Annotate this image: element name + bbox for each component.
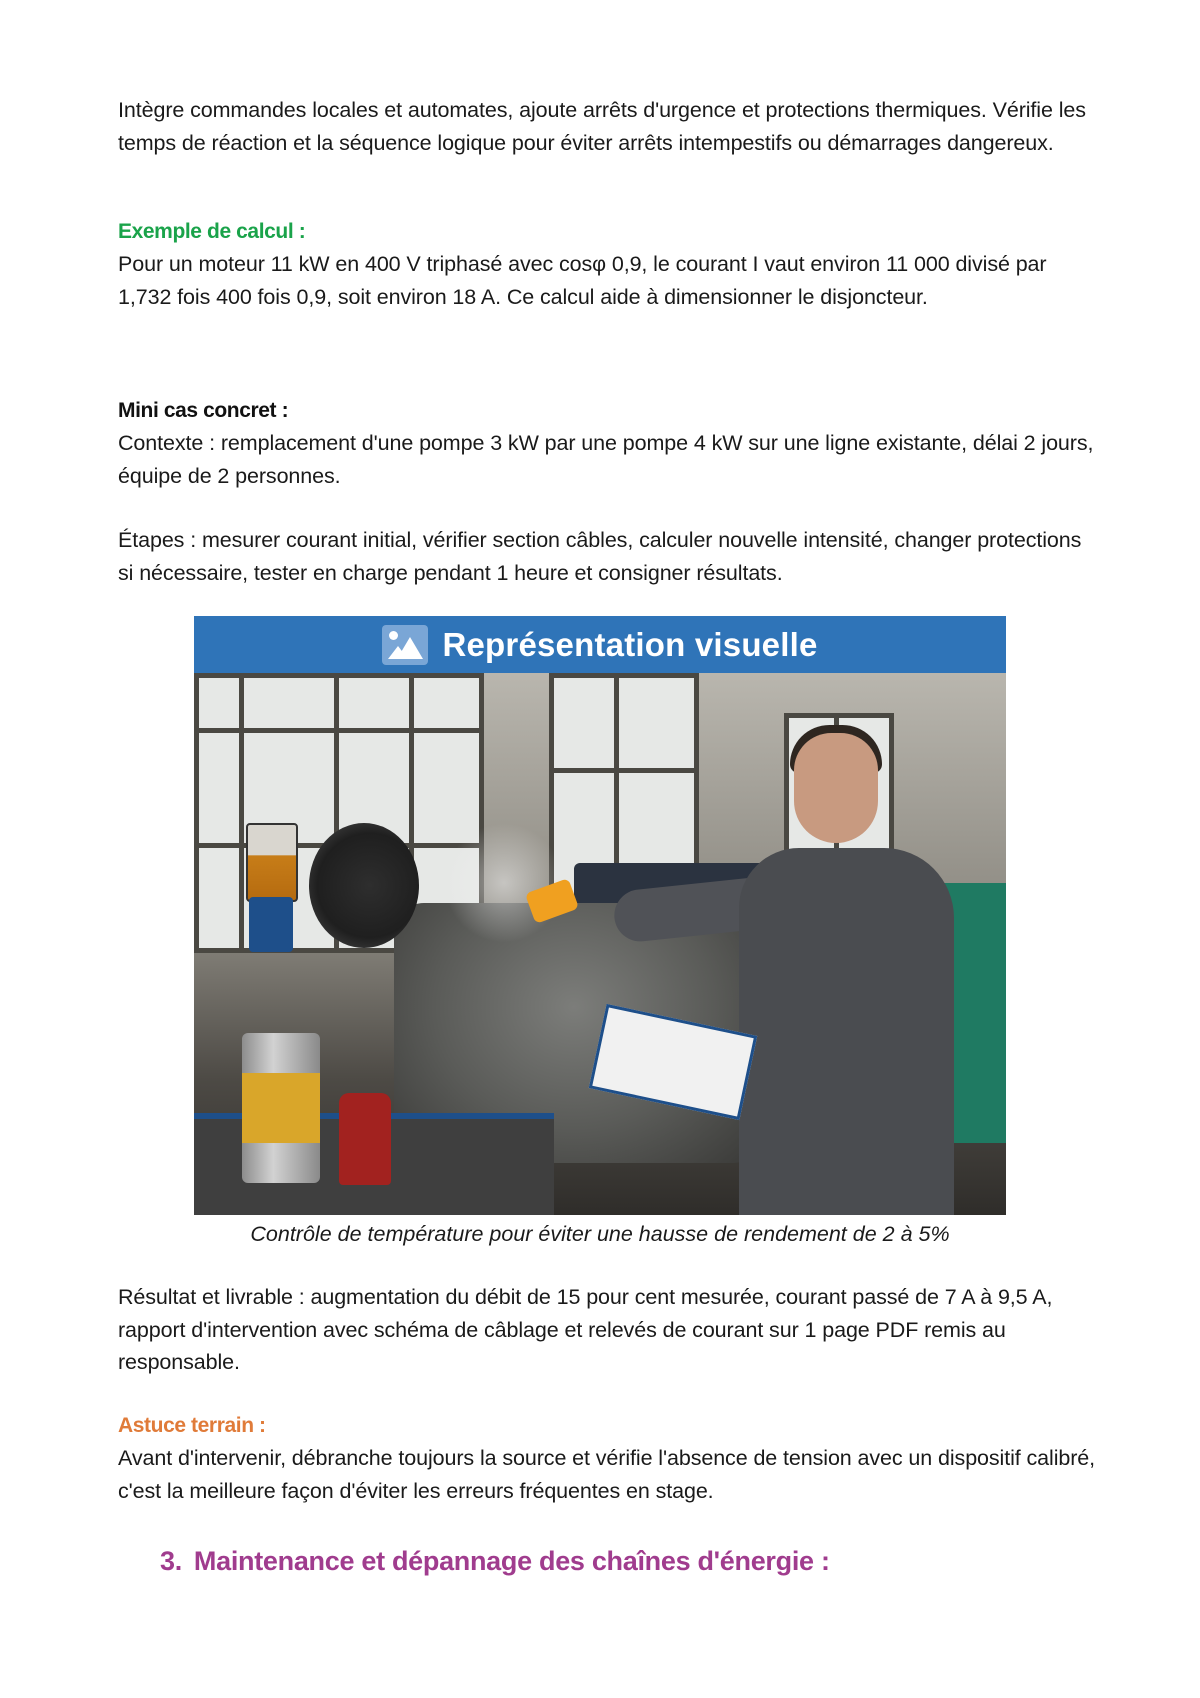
tip-heading: Astuce terrain : bbox=[118, 1414, 266, 1437]
mini-case-steps: Étapes : mesurer courant initial, vérifier section câbles, calculer nouvelle intensité, changer protections si nécessaire, tester en charge pendant 1 heure et consigner résultats. bbox=[118, 528, 1082, 585]
example-heading: Exemple de calcul : bbox=[118, 220, 306, 243]
example-section bbox=[118, 216, 1098, 313]
tip-section bbox=[118, 1410, 1098, 1507]
example-text: Pour un moteur 11 kW en 400 V triphasé avec cosφ 0,9, le courant I vaut environ 11 000 divisé par 1,732 fois 400 fois 0,9, soit environ 18 A. Ce calcul aide à dimensionner le disjoncteur. bbox=[118, 252, 1047, 309]
mini-case-heading: Mini cas concret : bbox=[118, 399, 289, 422]
section-3-title bbox=[160, 1541, 830, 1581]
mini-case-context: Contexte : remplacement d'une pompe 3 kW par une pompe 4 kW sur une ligne existante, délai 2 jours, équipe de 2 personnes. bbox=[118, 431, 1094, 488]
section-title-text: Maintenance et dépannage des chaînes d'énergie : bbox=[193, 1546, 830, 1576]
image-icon bbox=[382, 625, 428, 665]
tip-text: Avant d'intervenir, débranche toujours la source et vérifie l'absence de tension avec un dispositif calibré, c'est la meilleure façon d'éviter les erreurs fréquentes en stage. bbox=[118, 1446, 1096, 1503]
mini-case-section bbox=[118, 395, 1098, 589]
section-number: 3. bbox=[160, 1546, 182, 1576]
workshop-photo bbox=[194, 673, 1006, 1215]
intro-paragraph bbox=[118, 94, 1098, 159]
figure-caption: Contrôle de température pour éviter une hausse de rendement de 2 à 5% bbox=[250, 1222, 950, 1246]
result-text: Résultat et livrable : augmentation du débit de 15 pour cent mesurée, courant passé de 7 A à 9,5 A, rapport d'intervention avec schéma de câblage et relevés de courant sur 1 page PDF remis au responsable. bbox=[118, 1285, 1053, 1374]
intro-text: Intègre commandes locales et automates, ajoute arrêts d'urgence et protections thermiques. Vérifie les temps de réaction et la séquence logique pour éviter arrêts intempestifs ou démarrages dangereux. bbox=[118, 98, 1086, 155]
result-paragraph bbox=[118, 1281, 1098, 1379]
visual-figure bbox=[194, 616, 1006, 1250]
figure-banner bbox=[194, 616, 1006, 673]
figure-banner-title: Représentation visuelle bbox=[442, 625, 818, 663]
